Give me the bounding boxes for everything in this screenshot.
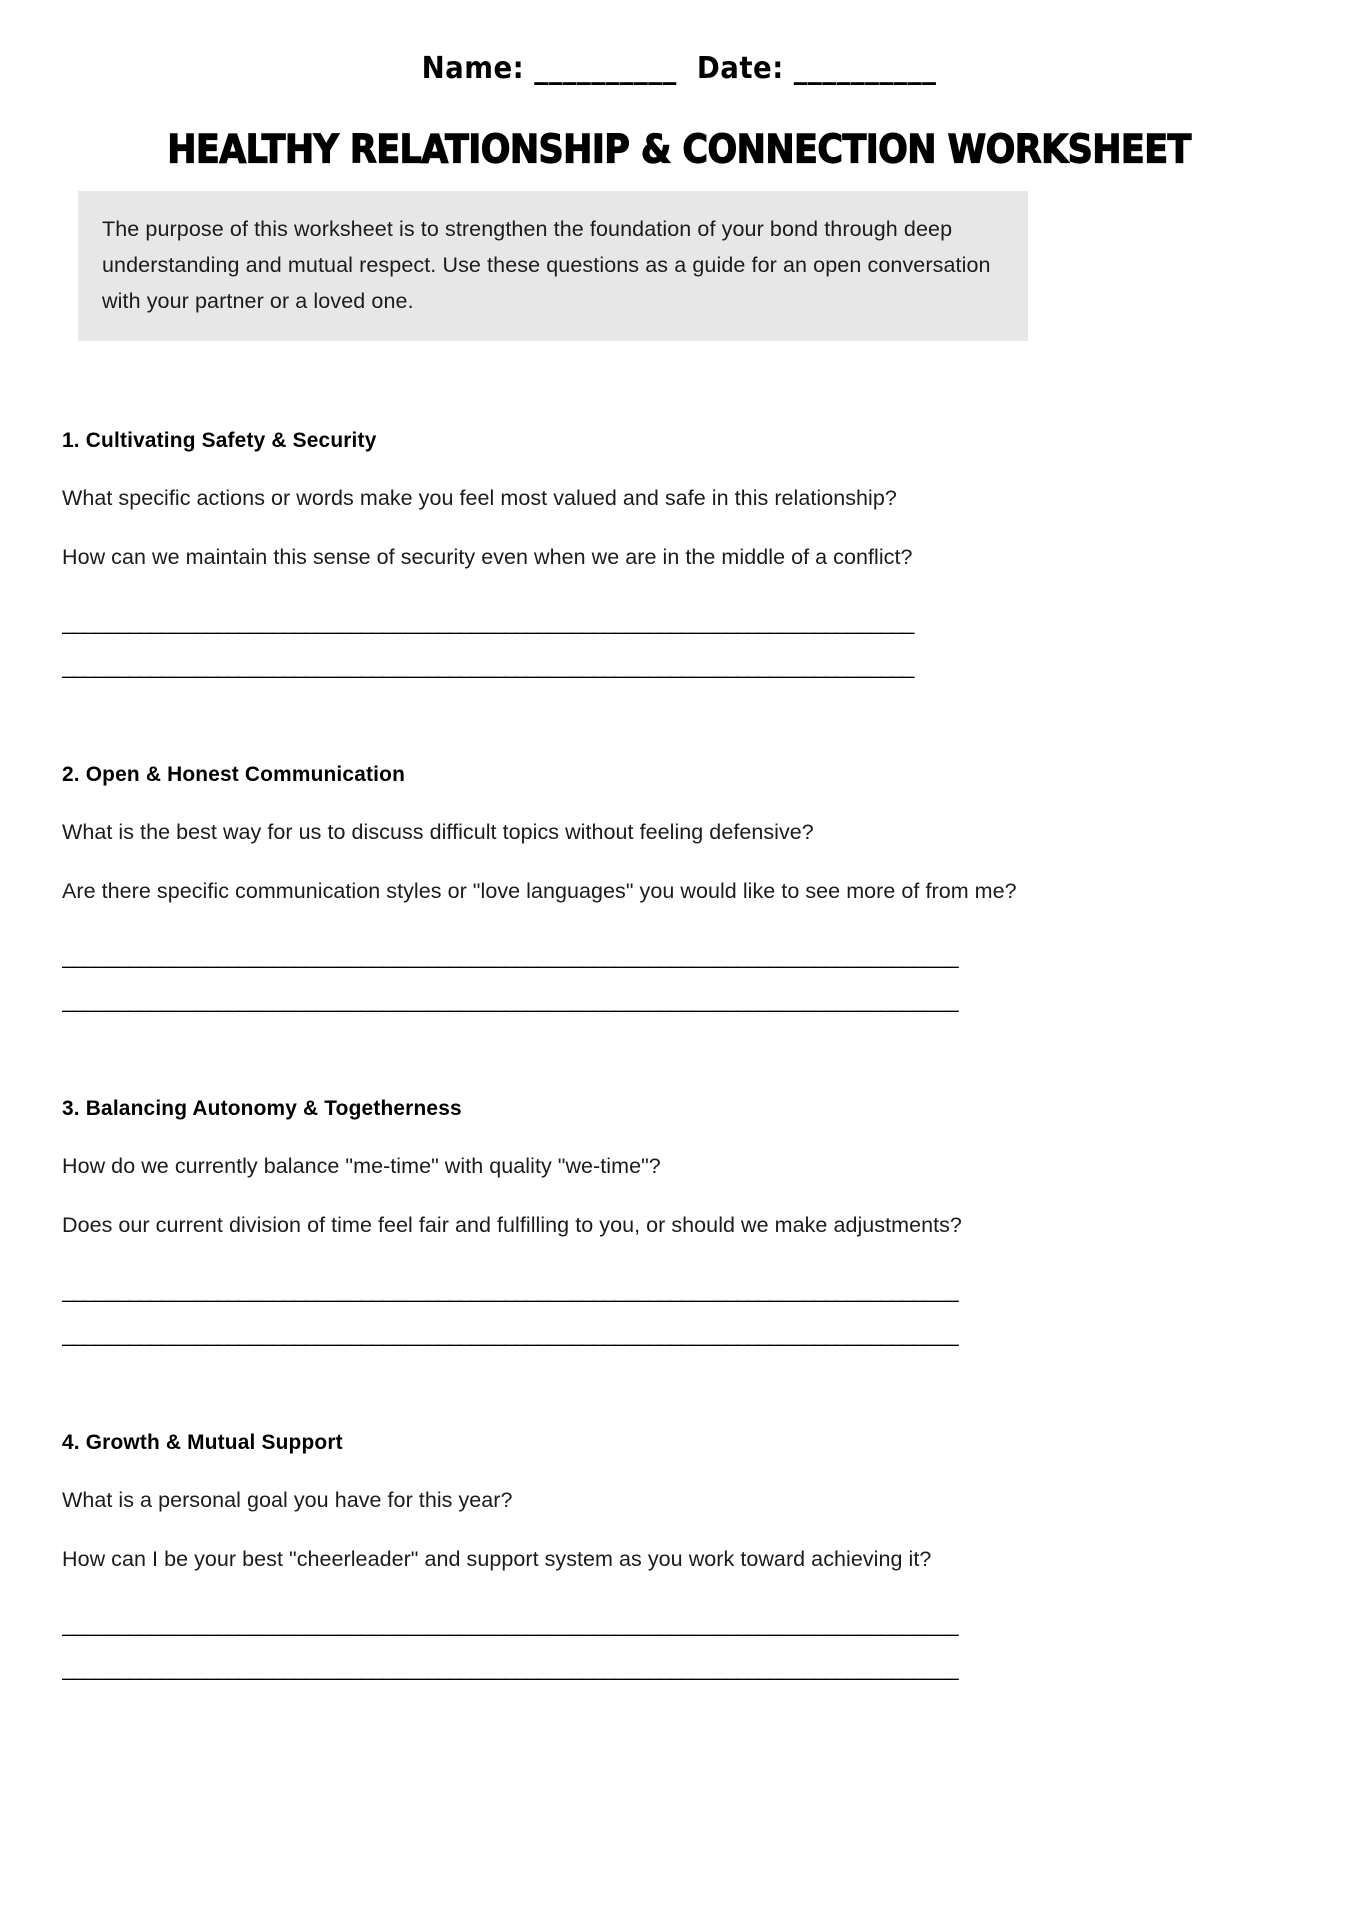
section-2-answer-lines <box>62 935 1062 1023</box>
answer-line[interactable]: _________________________________________________________________________________ <box>62 1279 958 1303</box>
section-4-answer-lines <box>62 1603 1062 1691</box>
answer-line[interactable]: _____________________________________________________________________________ <box>62 611 914 635</box>
intro-wrapper <box>0 191 1358 341</box>
section-3-question-2: Does our current division of time feel fair and fulfilling to you, or should we make adjustments? <box>62 1213 962 1237</box>
sections-container <box>0 427 1358 1691</box>
answer-line[interactable]: _________________________________________________________________________________ <box>62 989 958 1013</box>
section-3-heading: 3. Balancing Autonomy & Togetherness <box>62 1096 462 1120</box>
section-1-answer-lines <box>62 601 1062 689</box>
section-3 <box>62 1095 1062 1357</box>
section-2-question-1: What is the best way for us to discuss difficult topics without feeling defensive? <box>62 820 814 844</box>
intro-box <box>78 191 1028 341</box>
section-4-question-2: How can I be your best "cheerleader" and support system as you work toward achieving it? <box>62 1547 932 1571</box>
section-2-heading: 2. Open & Honest Communication <box>62 762 406 786</box>
section-1-question-1: What specific actions or words make you feel most valued and safe in this relationship? <box>62 486 897 510</box>
section-2-question-2: Are there specific communication styles or "love languages" you would like to see more of from me? <box>62 879 1017 903</box>
answer-line[interactable]: _________________________________________________________________________________ <box>62 1323 958 1347</box>
section-4-heading: 4. Growth & Mutual Support <box>62 1430 343 1454</box>
section-4-question-1: What is a personal goal you have for this year? <box>62 1488 513 1512</box>
section-1-question-2: How can we maintain this sense of security even when we are in the middle of a conflict? <box>62 545 913 569</box>
answer-line[interactable]: _________________________________________________________________________________ <box>62 1613 958 1637</box>
name-date-line: Name: __________ Date: __________ <box>421 51 937 86</box>
answer-line[interactable]: _________________________________________________________________________________ <box>62 945 958 969</box>
page-title: HEALTHY RELATIONSHIP & CONNECTION WORKSHEET <box>167 127 1191 173</box>
section-1-heading: 1. Cultivating Safety & Security <box>62 428 377 452</box>
intro-text: The purpose of this worksheet is to strengthen the foundation of your bond through deep understanding and mutual respect. Use these questions as a guide for an open conversation with your partner or a loved one. <box>102 217 991 313</box>
section-1 <box>62 427 1062 689</box>
answer-line[interactable]: _____________________________________________________________________________ <box>62 655 914 679</box>
section-3-question-1: How do we currently balance "me-time" with quality "we-time"? <box>62 1154 661 1178</box>
answer-line[interactable]: _________________________________________________________________________________ <box>62 1657 958 1681</box>
section-2 <box>62 761 1062 1023</box>
section-3-answer-lines <box>62 1269 1062 1357</box>
section-4 <box>62 1429 1062 1691</box>
